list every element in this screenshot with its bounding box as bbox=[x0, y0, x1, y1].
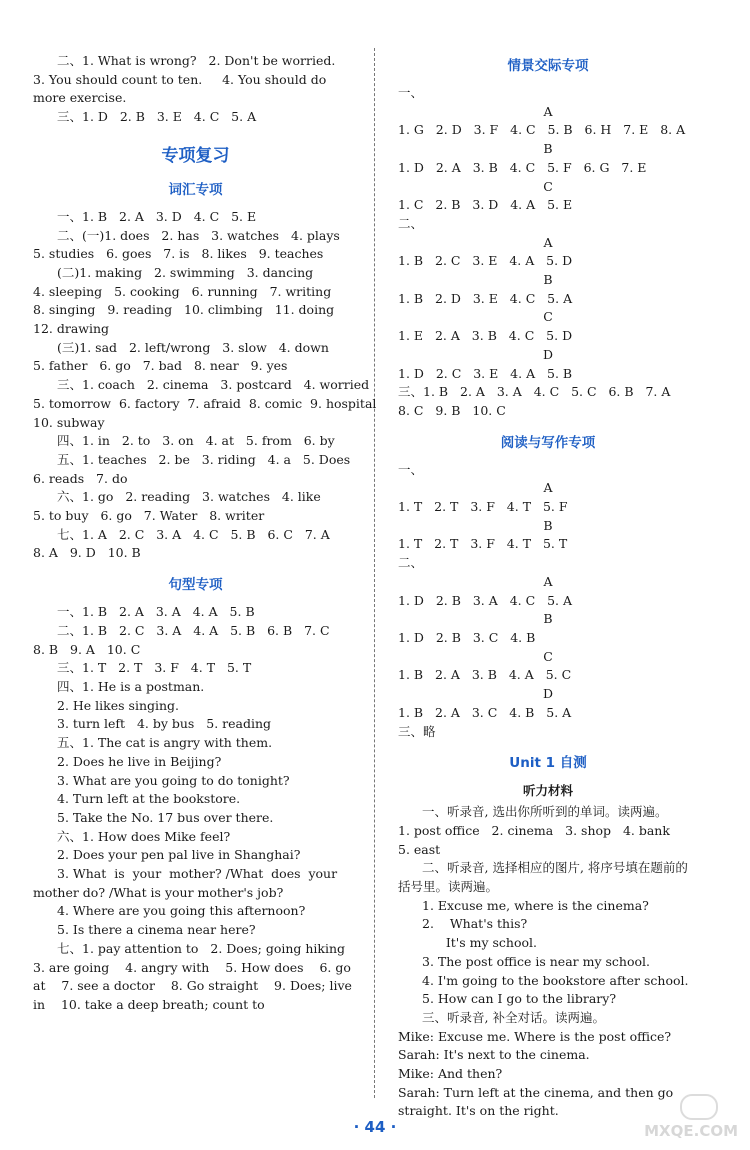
part-label: D bbox=[542, 346, 554, 362]
answer-line: 3. What is your mother? /What does your bbox=[57, 866, 338, 882]
answer-line: 1. G 2. D 3. F 4. C 5. B 6. H 7. E 8. A bbox=[398, 122, 686, 138]
answer-line: 三、1. T 2. T 3. F 4. T 5. T bbox=[57, 660, 252, 676]
answer-line: 1. E 2. A 3. B 4. C 5. D bbox=[398, 328, 573, 344]
listening-title: 听力材料 bbox=[522, 783, 573, 799]
answer-line: 二、(一)1. does 2. has 3. watches 4. plays bbox=[57, 227, 340, 243]
answer-line: 2. He likes singing. bbox=[57, 697, 180, 713]
answer-line: 1. D 2. B 3. A 4. C 5. A bbox=[398, 592, 573, 608]
answer-line: It's my school. bbox=[422, 935, 538, 951]
answer-line: 二、1. What is wrong? 2. Don't be worried. bbox=[57, 53, 336, 68]
part-label: C bbox=[543, 648, 553, 664]
answer-line: 4. Where are you going this afternoon? bbox=[57, 903, 306, 919]
answer-line: 1. B 2. C 3. E 4. A 5. D bbox=[398, 253, 573, 269]
answer-line: 三、1. D 2. B 3. E 4. C 5. A bbox=[57, 109, 257, 125]
answer-line: 8. singing 9. reading 10. climbing 11. doing bbox=[33, 302, 335, 318]
answer-line: 6. reads 7. do bbox=[33, 470, 128, 486]
answer-line: 六、1. How does Mike feel? bbox=[57, 828, 231, 844]
page-number: · 44 · bbox=[353, 1118, 397, 1136]
answer-line: 五、1. teaches 2. be 3. riding 4. a 5. Does bbox=[57, 451, 351, 467]
answer-line: 3. are going 4. angry with 5. How does 6. go bbox=[33, 959, 351, 975]
answer-line: more exercise. bbox=[33, 90, 127, 106]
column-divider bbox=[374, 48, 375, 1098]
answer-line: 5. father 6. go 7. bad 8. near 9. yes bbox=[33, 358, 288, 374]
answer-line: (二)1. making 2. swimming 3. dancing bbox=[57, 264, 314, 280]
answer-line: 一、1. B 2. A 3. D 4. C 5. E bbox=[57, 208, 257, 224]
answer-line: Sarah: It's next to the cinema. bbox=[398, 1047, 590, 1063]
answer-line: 3. The post office is near my school. bbox=[422, 953, 650, 969]
answer-line: 二、1. B 2. C 3. A 4. A 5. B 6. B 7. C bbox=[57, 622, 330, 638]
part-label: B bbox=[543, 611, 553, 627]
answer-line: Sarah: Turn left at the cinema, and then go bbox=[398, 1084, 674, 1100]
answer-line: (三)1. sad 2. left/wrong 3. slow 4. down bbox=[57, 339, 329, 355]
answer-line: 5. How can I go to the library? bbox=[422, 991, 617, 1007]
answer-line: 四、1. He is a postman. bbox=[57, 678, 205, 694]
answer-line: 五、1. The cat is angry with them. bbox=[57, 735, 273, 751]
answer-line: 3. turn left 4. by bus 5. reading bbox=[57, 716, 272, 732]
answer-line: 1. D 2. A 3. B 4. C 5. F 6. G 7. E bbox=[398, 159, 647, 175]
answer-line: 1. B 2. A 3. C 4. B 5. A bbox=[398, 704, 572, 720]
section-title: 专项复习 bbox=[161, 145, 230, 166]
part-label: A bbox=[543, 103, 553, 119]
answer-line: 5. studies 6. goes 7. is 8. likes 9. teaches bbox=[33, 246, 324, 262]
answer-line: 六、1. go 2. reading 3. watches 4. like bbox=[57, 489, 321, 505]
answer-line: 8. C 9. B 10. C bbox=[398, 402, 506, 418]
answer-line: straight. It's on the right. bbox=[398, 1103, 559, 1119]
subsection-title: 词汇专项 bbox=[168, 181, 223, 198]
answer-line: 1. Excuse me, where is the cinema? bbox=[422, 897, 649, 913]
answer-line: 七、1. pay attention to 2. Does; going hiking bbox=[57, 940, 346, 956]
answer-line: 一、 bbox=[398, 85, 424, 100]
answer-line: 4. sleeping 5. cooking 6. running 7. writing bbox=[33, 283, 332, 299]
answer-line: 三、听录音, 补全对话。读两遍。 bbox=[422, 1009, 605, 1025]
answer-line: 括号里。读两遍。 bbox=[398, 879, 499, 895]
answer-line: 1. T 2. T 3. F 4. T 5. F bbox=[398, 499, 568, 515]
part-label: B bbox=[543, 517, 553, 533]
answer-line: 二、 bbox=[398, 555, 424, 571]
part-label: A bbox=[543, 573, 553, 589]
watermark-logo-icon bbox=[680, 1094, 718, 1120]
answer-line: 1. T 2. T 3. F 4. T 5. T bbox=[398, 536, 568, 552]
answer-line: 七、1. A 2. C 3. A 4. C 5. B 6. C 7. A bbox=[57, 526, 330, 542]
right-column bbox=[398, 52, 698, 1121]
answer-line: 二、听录音, 选择相应的图片, 将序号填在题前的 bbox=[422, 860, 688, 876]
answer-line: 4. I'm going to the bookstore after school. bbox=[422, 972, 689, 988]
answer-line: 三、1. coach 2. cinema 3. postcard 4. worried bbox=[57, 377, 370, 393]
left-column bbox=[33, 52, 377, 1015]
answer-line: 2. What's this? bbox=[422, 916, 528, 932]
answer-line: 1. post office 2. cinema 3. shop 4. bank bbox=[398, 822, 670, 838]
part-label: C bbox=[543, 178, 553, 194]
answer-line: in 10. take a deep breath; count to bbox=[33, 996, 265, 1012]
answer-line: 四、1. in 2. to 3. on 4. at 5. from 6. by bbox=[57, 433, 335, 449]
answer-line: 1. B 2. A 3. B 4. A 5. C bbox=[398, 667, 572, 683]
answer-line: 1. D 2. B 3. C 4. B bbox=[398, 629, 536, 645]
watermark bbox=[572, 1094, 742, 1140]
answer-line: 一、1. B 2. A 3. A 4. A 5. B bbox=[57, 604, 255, 620]
answer-line: 一、 bbox=[398, 461, 424, 477]
answer-line: 5. to buy 6. go 7. Water 8. writer bbox=[33, 508, 265, 524]
part-label: C bbox=[543, 309, 553, 325]
answer-line: 二、 bbox=[398, 215, 424, 231]
answer-line: 8. A 9. D 10. B bbox=[33, 545, 141, 561]
answer-line: 3. What are you going to do tonight? bbox=[57, 772, 290, 788]
answer-line: 1. C 2. B 3. D 4. A 5. E bbox=[398, 197, 573, 213]
answer-line: 2. Does your pen pal live in Shanghai? bbox=[57, 847, 301, 863]
subsection-title: 句型专项 bbox=[168, 577, 223, 594]
part-label: B bbox=[543, 141, 553, 157]
answer-line: 3. You should count to ten. 4. You should do bbox=[33, 71, 327, 87]
answer-line: 5. Take the No. 17 bus over there. bbox=[57, 809, 274, 825]
answer-line: 8. B 9. A 10. C bbox=[33, 641, 141, 657]
answer-line: 12. drawing bbox=[33, 321, 110, 337]
answer-line: 5. Is there a cinema near here? bbox=[57, 922, 256, 938]
answer-line: 5. east bbox=[398, 841, 441, 857]
answer-line: 10. subway bbox=[33, 414, 105, 430]
subsection-title: Unit 1 自测 bbox=[509, 755, 587, 772]
answer-line: mother do? /What is your mother's job? bbox=[33, 884, 284, 900]
part-label: B bbox=[543, 272, 553, 288]
answer-line: Mike: And then? bbox=[398, 1066, 503, 1082]
watermark-text: MXQE.COM bbox=[644, 1122, 738, 1140]
answer-line: 1. D 2. C 3. E 4. A 5. B bbox=[398, 365, 573, 381]
part-label: A bbox=[543, 234, 553, 250]
answer-line: 三、1. B 2. A 3. A 4. C 5. C 6. B 7. A bbox=[398, 384, 671, 400]
subsection-title: 情景交际专项 bbox=[507, 58, 589, 74]
answer-line: Mike: Excuse me. Where is the post office? bbox=[398, 1028, 672, 1044]
part-label: A bbox=[543, 480, 553, 496]
answer-line: 三、略 bbox=[398, 723, 436, 739]
answer-line: 4. Turn left at the bookstore. bbox=[57, 791, 241, 807]
part-label: D bbox=[542, 686, 554, 702]
answer-line: 5. tomorrow 6. factory 7. afraid 8. comic 9. hospital bbox=[33, 395, 377, 411]
subsection-title: 阅读与写作专项 bbox=[500, 434, 596, 451]
answer-line: 1. B 2. D 3. E 4. C 5. A bbox=[398, 290, 573, 306]
answer-line: at 7. see a doctor 8. Go straight 9. Does; live bbox=[33, 978, 352, 994]
answer-line: 2. Does he live in Beijing? bbox=[57, 753, 222, 769]
answer-line: 一、听录音, 选出你所听到的单词。读两遍。 bbox=[422, 804, 668, 820]
